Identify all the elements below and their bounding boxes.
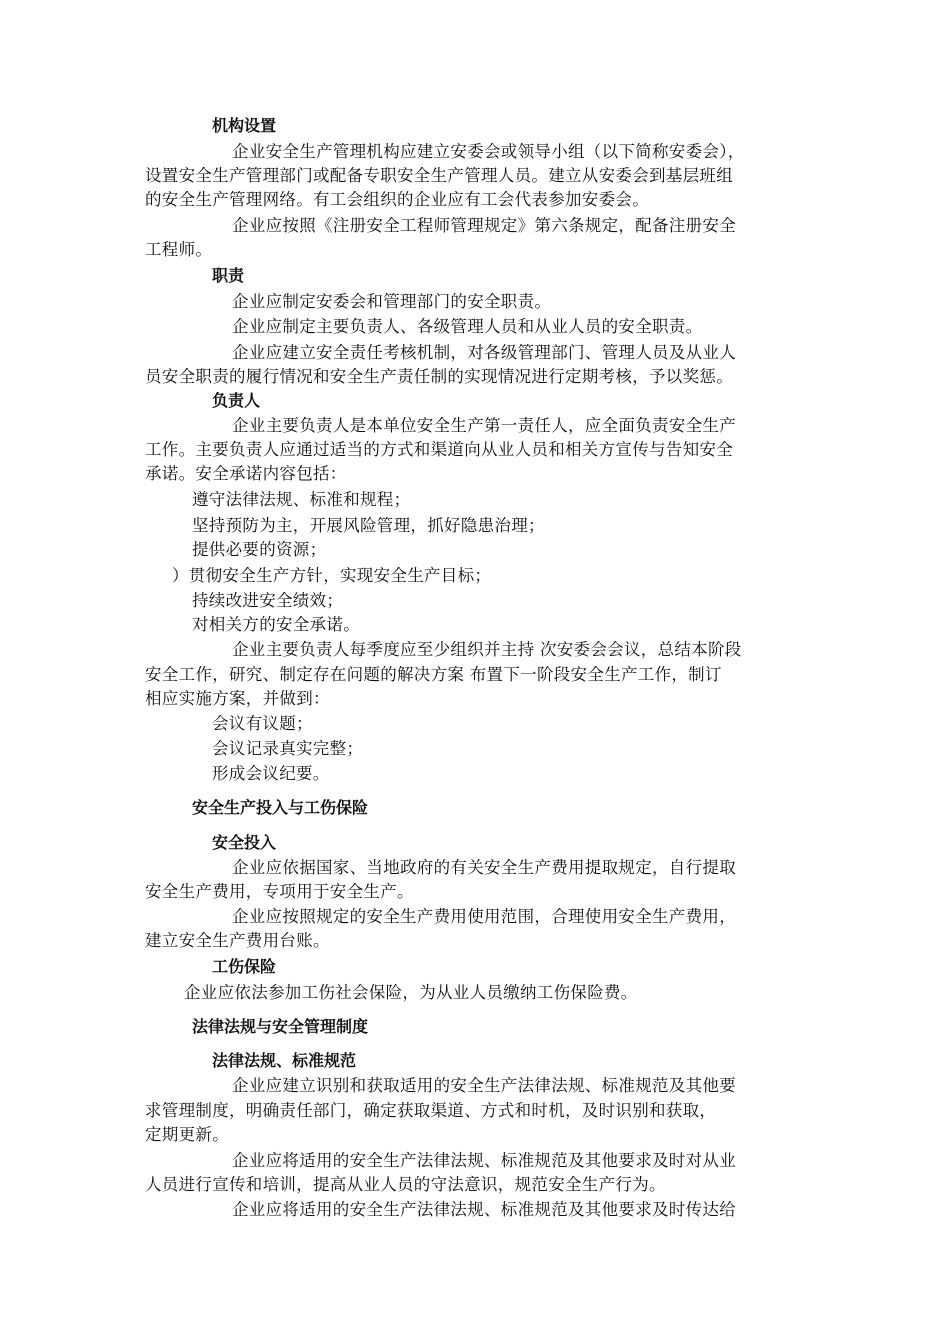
list-item: 会议记录真实完整； — [212, 739, 364, 758]
section-heading: 负责人 — [212, 391, 261, 410]
list-item: 会议有议题； — [212, 714, 313, 733]
body-line: 员安全职责的履行情况和安全生产责任制的实现情况进行定期考核，予以奖惩。 — [145, 367, 733, 386]
body-line: 企业应按照《注册安全工程师管理规定》第六条规定，配备注册安全 — [232, 216, 736, 235]
body-line: 人员进行宣传和培训，提高从业人员的守法意识，规范安全生产行为。 — [145, 1175, 666, 1194]
section-heading: 安全生产投入与工伤保险 — [192, 798, 369, 817]
body-line: 企业应按照规定的安全生产费用使用范围，合理使用安全生产费用， — [232, 907, 736, 926]
body-line: 求管理制度，明确责任部门，确定获取渠道、方式和时机，及时识别和获取， — [145, 1101, 717, 1120]
section-heading: 机构设置 — [212, 116, 277, 135]
body-line: 企业应制定主要负责人、各级管理人员和从业人员的安全职责。 — [232, 317, 703, 336]
body-line: 企业应依据国家、当地政府的有关安全生产费用提取规定，自行提取 — [232, 858, 736, 877]
body-line: 安全工作，研究、制定存在问题的解决方案 布置下一阶段安全生产工作，制订 — [145, 665, 722, 684]
body-line: 的安全生产管理网络。有工会组织的企业应有工会代表参加安委会。 — [145, 190, 649, 209]
body-line: 企业应建立安全责任考核机制，对各级管理部门、管理人员及从业人 — [232, 343, 736, 362]
body-line: 设置安全生产管理部门或配备专职安全生产管理人员。建立从安委会到基层班组 — [145, 166, 733, 185]
list-item: 提供必要的资源； — [192, 540, 327, 559]
list-item: 形成会议纪要。 — [212, 764, 330, 783]
list-item: 持续改进安全绩效； — [192, 591, 344, 610]
body-line: 工程师。 — [145, 240, 213, 259]
body-line: 企业应依法参加工伤社会保险，为从业人员缴纳工伤保险费。 — [184, 983, 638, 1002]
subsection-heading: 工伤保险 — [212, 957, 277, 976]
body-line: 企业应制定安委会和管理部门的安全职责。 — [232, 292, 552, 311]
body-line: 工作。主要负责人应通过适当的方式和渠道向从业人员和相关方宣传与告知安全 — [145, 440, 733, 459]
subsection-heading: 法律法规、标准规范 — [212, 1051, 357, 1070]
section-heading: 法律法规与安全管理制度 — [192, 1017, 369, 1036]
body-line: 企业主要负责人是本单位安全生产第一责任人，应全面负责安全生产 — [232, 416, 736, 435]
subsection-heading: 安全投入 — [212, 833, 277, 852]
body-line: 企业主要负责人每季度应至少组织并主持 次安委会会议，总结本阶段 — [232, 640, 742, 659]
body-line: 安全生产费用，专项用于安全生产。 — [145, 882, 414, 901]
list-item: 坚持预防为主，开展风险管理，抓好隐患治理； — [192, 516, 545, 535]
body-line: 相应实施方案，并做到： — [145, 689, 330, 708]
section-heading: 职责 — [212, 266, 245, 285]
body-line: 企业应建立识别和获取适用的安全生产法律法规、标准规范及其他要 — [232, 1076, 736, 1095]
body-line: 企业应将适用的安全生产法律法规、标准规范及其他要求及时传达给 — [232, 1200, 736, 1219]
list-item: 遵守法律法规、标准和规程； — [192, 490, 411, 509]
body-line: 定期更新。 — [145, 1125, 229, 1144]
body-line: 企业安全生产管理机构应建立安委会或领导小组（以下简称安委会）， — [232, 142, 745, 161]
list-item: ）贯彻安全生产方针，实现安全生产目标； — [172, 566, 492, 585]
body-line: 承诺。安全承诺内容包括： — [145, 464, 347, 483]
list-item: 对相关方的安全承诺。 — [192, 615, 360, 634]
body-line: 建立安全生产费用台账。 — [145, 931, 330, 950]
body-line: 企业应将适用的安全生产法律法规、标准规范及其他要求及时对从业 — [232, 1151, 736, 1170]
